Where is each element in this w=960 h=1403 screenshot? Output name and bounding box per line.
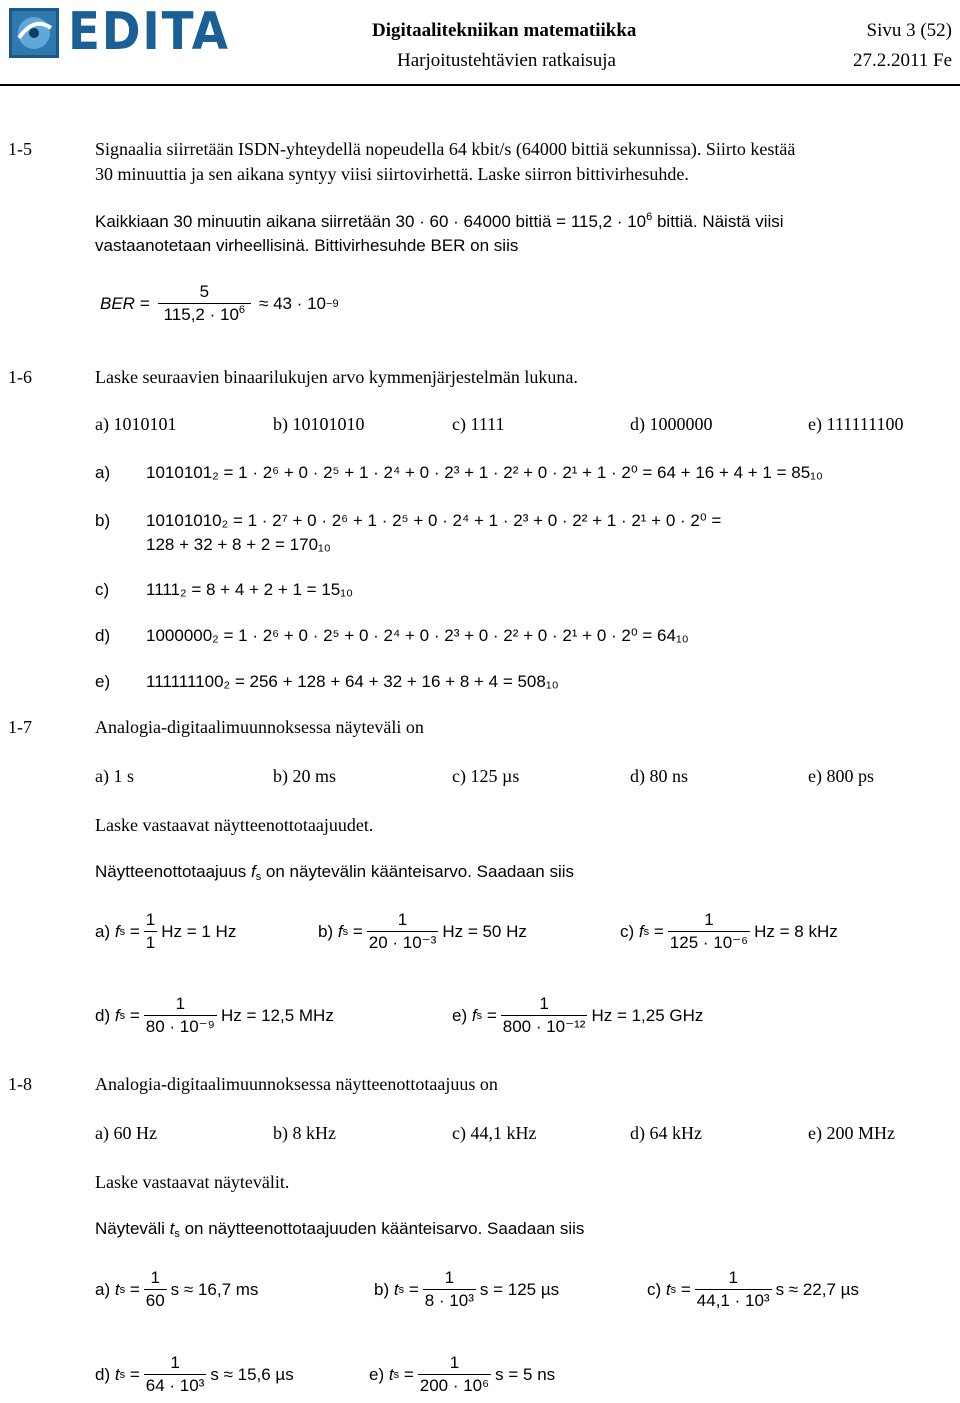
ts-equation: d) t s = $\frac{1}{\text{64 · 10³}}$ s ≈ 15,6 µs [95, 1353, 294, 1395]
solution-label: a) [95, 463, 111, 482]
ts-equation: a) t s = $\frac{1}{60}$ s ≈ 16,7 ms [95, 1268, 259, 1310]
problem-task: Laske vastaavat näytteenottotaajuudet. [95, 815, 374, 835]
solution-line: 1000000₂ = 1 · 2⁶ + 0 · 2⁵ + 0 · 2⁴ + 0 · 2³ + 0 · 2² + 0 · 2¹ + 0 · 2⁰ = 64₁₀ [146, 626, 689, 645]
fs-equation: d) f s = $\frac{1}{\text{80 · 10⁻⁹}}$ Hz = 12,5 MHz [95, 994, 334, 1036]
option: a) 60 Hz [95, 1123, 157, 1143]
problem-task: Laske vastaavat näytevälit. [95, 1172, 290, 1192]
fs-equation: b) f s = $\frac{1}{\text{20 · 10⁻³}}$ Hz = 50 Hz [318, 910, 527, 952]
ts-equation: e) t s = $\frac{1}{\text{200 · 10⁶}}$ s = 5 ns [369, 1353, 556, 1395]
option: e) 200 MHz [808, 1123, 895, 1143]
option: c) 1111 [452, 414, 505, 434]
option: a) 1 s [95, 766, 134, 786]
option: d) 80 ns [630, 766, 688, 786]
header-subtitle: Harjoitustehtävien ratkaisuja [397, 50, 616, 71]
problem-text: Signaalia siirretään ISDN-yhteydellä nopeudella 64 kbit/s (64000 bittiä sekunnissa). Siirto kestää [95, 139, 796, 159]
problem-text: Analogia-digitaalimuunnoksessa näytteenottotaajuus on [95, 1074, 498, 1094]
solution-line: 111111100₂ = 256 + 128 + 64 + 32 + 16 + 8 + 4 = 508₁₀ [146, 672, 559, 691]
solution-line: 1010101₂ = 1 · 2⁶ + 0 · 2⁵ + 1 · 2⁴ + 0 · 2³ + 1 · 2² + 0 · 2¹ + 1 · 2⁰ = 64 + 16 + 4 + 1 = 85₁₀ [146, 463, 823, 482]
solution-label: b) [95, 511, 111, 530]
problem-number: 1-8 [8, 1074, 32, 1094]
solution-text: Kaikkiaan 30 minuutin aikana siirretään 30 · 60 · 64000 bittiä = $115,2 \cdot 10^6$ bittiä. Näistä viisi [95, 211, 784, 231]
ts-equation: c) t s = $\frac{1}{\text{44,1 · 10³}}$ s ≈ 22,7 µs [647, 1268, 859, 1310]
header-title: Digitaalitekniikan matematiikka [372, 20, 637, 41]
fs-equation: c) f s = $\frac{1}{\text{125 · 10⁻⁶}}$ Hz = 8 kHz [620, 910, 838, 952]
solution-line: 10101010₂ = 1 · 2⁷ + 0 · 2⁶ + 1 · 2⁵ + 0 · 2⁴ + 1 · 2³ + 0 · 2² + 1 · 2¹ + 0 · 2⁰ = [146, 511, 722, 530]
option: c) 44,1 kHz [452, 1123, 537, 1143]
solution-text: Näytteenottotaajuus $f_s$ on näytevälin käänteisarvo. Saadaan siis [95, 862, 574, 883]
logo-text: EDITA [68, 2, 230, 62]
option: e) 800 ps [808, 766, 874, 786]
option: c) 125 µs [452, 766, 520, 786]
option: e) 111111100 [808, 414, 904, 434]
fs-equation: e) f s = $\frac{1}{\text{800 · 10⁻¹²}}$ Hz = 1,25 GHz [452, 994, 704, 1036]
problem-text: Analogia-digitaalimuunnoksessa näyteväli on [95, 717, 424, 737]
solution-text: vastaanotetaan virheellisinä. Bittivirhesuhde BER on siis [95, 236, 519, 255]
problem-number: 1-6 [8, 367, 32, 387]
solution-line: 1111₂ = 8 + 4 + 2 + 1 = 15₁₀ [146, 580, 354, 599]
logo-emblem-icon [9, 8, 59, 58]
solution-text: Näyteväli $t_s$ on näytteenottotaajuuden käänteisarvo. Saadaan siis [95, 1219, 585, 1240]
solution-label: d) [95, 626, 111, 645]
problem-text: 30 minuuttia ja sen aikana syntyy viisi siirtovirhettä. Laske siirron bittivirhesuhde. [95, 164, 689, 184]
fs-equation: a) f s = $\frac{1}{1}$ Hz = 1 Hz [95, 910, 237, 952]
option: b) 8 kHz [273, 1123, 336, 1143]
option: b) 20 ms [273, 766, 336, 786]
page-number: Sivu 3 (52) [866, 20, 952, 41]
option: b) 10101010 [273, 414, 365, 434]
problem-text: Laske seuraavien binaarilukujen arvo kymmenjärjestelmän lukuna. [95, 367, 578, 387]
header-divider [0, 84, 960, 86]
option: d) 64 kHz [630, 1123, 702, 1143]
problem-number: 1-5 [8, 139, 32, 159]
header-date: 27.2.2011 Fe [852, 50, 952, 71]
option: d) 1000000 [630, 414, 713, 434]
solution-label: e) [95, 672, 111, 691]
option: a) 1010101 [95, 414, 177, 434]
solution-line: 128 + 32 + 8 + 2 = 170₁₀ [146, 535, 331, 554]
ts-equation: b) t s = $\frac{1}{\text{8 · 10³}}$ s = 125 µs [374, 1268, 560, 1310]
problem-number: 1-7 [8, 717, 32, 737]
ber-equation: BER = $\frac{5}{115,2 \cdot 10^6}$ ≈ 43 · 10 −9 [100, 282, 339, 324]
solution-label: c) [95, 580, 110, 599]
